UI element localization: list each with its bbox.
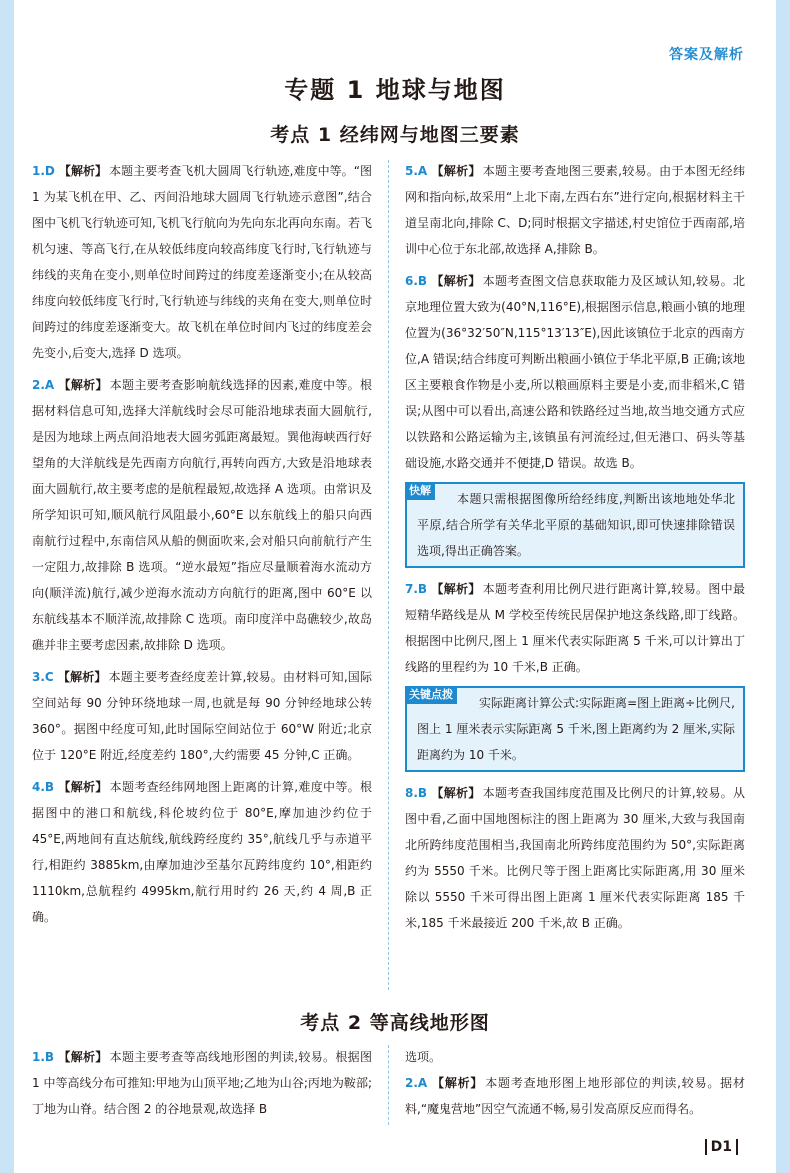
question-number: 2. xyxy=(405,1076,418,1090)
analysis-tag: 【解析】 xyxy=(58,164,108,178)
key-point-box xyxy=(405,686,745,772)
quick-solution-box xyxy=(405,482,745,568)
question-answer: D xyxy=(44,164,55,178)
analysis-tag: 【解析】 xyxy=(431,786,481,800)
question-item xyxy=(405,268,745,476)
question-number: 2. xyxy=(32,378,45,392)
question-number: 6. xyxy=(405,274,418,288)
question-explanation: 本题主要考查地图三要素,较易。由于本图无经纬网和指向标,故采用“上北下南,左西右东”进行定向,根据材料主干道呈南北向,排除 C、D;同时根据文字描述,村史馆位于西南部,培训中心位于东北部,故选择 A,排除 B。 xyxy=(405,164,745,256)
question-number: 8. xyxy=(405,786,418,800)
column-divider xyxy=(388,1045,389,1125)
question-explanation: 本题考查利用比例尺进行距离计算,较易。图中最短精华路线是从 M 学校至传统民居保护地这条线路,即丁线路。根据图中比例尺,图上 1 厘米代表实际距离 5 千米,可以计算出丁线路的里程约为 10 千米,B 正确。 xyxy=(405,582,745,674)
answer-key-label: 答案及解析 xyxy=(669,47,744,63)
quick-solution-label: 快解 xyxy=(405,482,435,500)
analysis-tag: 【解析】 xyxy=(431,1076,484,1090)
question-item xyxy=(32,664,372,768)
section-1-left-column xyxy=(32,158,372,936)
question-item xyxy=(405,1070,745,1122)
question-answer: A xyxy=(417,164,428,178)
right-border-band xyxy=(776,0,790,1173)
question-item xyxy=(32,1044,372,1122)
section-2-right-column xyxy=(405,1044,745,1128)
question-number: 5. xyxy=(405,164,418,178)
question-item xyxy=(405,576,745,680)
question-answer: B xyxy=(417,582,428,596)
question-item xyxy=(405,158,745,262)
question-explanation: 本题主要考查经度差计算,较易。由材料可知,国际空间站每 90 分钟环绕地球一周,也就是每 90 分钟经地球公转 360°。据图中经度可知,此时国际空间站位于 60°W 附近;北京位于 120°E 附近,经度差约 180°,大约需要 45 分钟,C 正确。 xyxy=(32,670,372,762)
section-2-title: 考点 2 等高线地形图 xyxy=(300,1012,490,1034)
key-point-text: 实际距离计算公式:实际距离=图上距离÷比例尺,图上 1 厘米表示实际距离 5 千米,图上距离约为 2 厘米,实际距离约为 10 千米。 xyxy=(417,696,735,762)
question-explanation: 本题考查图文信息获取能力及区域认知,较易。北京地理位置大致为(40°N,116°E),根据图示信息,粮画小镇的地理位置为(36°32′50″N,115°13′13″E),因此该镇位于北京的西南方位,A 错误;结合纬度可判断出粮画小镇位于华北平原,B 正确;该地区主要粮食作物是小麦,所以粮画原料主要是小麦,而非稻米,C 错误;从图中可以看出,高速公路和铁路经过当地,故当地交通方式应以铁路和公路运输为主,该镇虽有河流经过,但无港口、码头等基础设施,水路交通并不便捷,D 错误。故选 B。 xyxy=(405,274,745,470)
question-item xyxy=(32,774,372,930)
question-item xyxy=(32,158,372,366)
question-number: 1. xyxy=(32,1050,45,1064)
question-item xyxy=(405,780,745,936)
analysis-tag: 【解析】 xyxy=(57,670,107,684)
analysis-tag: 【解析】 xyxy=(58,780,108,794)
question-answer: A xyxy=(44,378,55,392)
analysis-tag: 【解析】 xyxy=(431,582,481,596)
question-item xyxy=(32,372,372,658)
section-1-title: 考点 1 经纬网与地图三要素 xyxy=(270,124,520,146)
question-answer: C xyxy=(44,670,54,684)
question-explanation: 本题考查我国纬度范围及比例尺的计算,较易。从图中看,乙面中国地图标注的图上距离为 30 厘米,大致与我国南北所跨纬度范围相当,我国南北所跨纬度范围约为 50°,实际距离约为 5550 千米。比例尺等于图上距离比实际距离,用 30 厘米除以 5550 千米可得出图上距离 1 厘米代表实际距离 185 千米,185 千米最接近 200 千米,故 B 正确。 xyxy=(405,786,745,930)
question-number: 1. xyxy=(32,164,45,178)
page-number: D1 xyxy=(705,1139,738,1155)
question-explanation: 本题主要考查影响航线选择的因素,难度中等。根据材料信息可知,选择大洋航线时会尽可能沿地球表面大圆航行,是因为地球上两点间沿地表大圆劣弧距离最短。巽他海峡西行好望角的大洋航线是先西南方向航行,再转向西方,大致是沿地球表面大圆航行,故主要考虑的是航程最短,故选择 A 选项。由常识及所学知识可知,顺风航行风阻最小,60°E 以东航线上的船只向西南航行过程中,东南信风从船的侧面吹来,会对船只向前航行产生一定阻力,故排除 B 选项。“逆水最短”指应尽量顺着海水流动方向(顺洋流)航行,减少逆海水流动方向航行的距离,图中 60°E 以东航线基本不顺洋流,故排除 C 选项。南印度洋中岛礁较少,故岛礁并非主要考虑因素,故排除 D 选项。 xyxy=(32,378,372,652)
page-title: 专题 1 地球与地图 xyxy=(284,76,506,104)
question-number: 4. xyxy=(32,780,45,794)
analysis-tag: 【解析】 xyxy=(58,1050,108,1064)
question-number: 7. xyxy=(405,582,418,596)
analysis-tag: 【解析】 xyxy=(58,378,108,392)
question-answer: B xyxy=(417,274,428,288)
question-number: 3. xyxy=(32,670,45,684)
column-divider xyxy=(388,160,389,990)
question-answer: A xyxy=(417,1076,428,1090)
question-answer: B xyxy=(44,780,55,794)
continued-text: 选项。 xyxy=(405,1050,442,1064)
quick-solution-text: 本题只需根据图像所给经纬度,判断出该地地处华北平原,结合所学有关华北平原的基础知识,即可快速排除错误选项,得出正确答案。 xyxy=(417,492,735,558)
question-explanation: 本题考查经纬网地图上距离的计算,难度中等。根据图中的港口和航线,科伦坡约位于 80°E,摩加迪沙约位于 45°E,两地间有直达航线,航线跨经度约 35°,航线几乎与赤道平行,相距约 3885km,由摩加迪沙至基尔瓦跨纬度约 10°,相距约 1110km,总航程约 4995km,航行用时约 26 天,约 4 周,B 正确。 xyxy=(32,780,372,924)
section-2-left-column xyxy=(32,1044,372,1128)
section-1-right-column xyxy=(405,158,745,942)
question-answer: B xyxy=(44,1050,55,1064)
question-explanation: 本题考查地形图上地形部位的判读,较易。据材料,“魔鬼营地”因空气流通不畅,易引发高原反应而得名。 xyxy=(405,1076,745,1116)
question-answer: B xyxy=(417,786,428,800)
analysis-tag: 【解析】 xyxy=(431,274,481,288)
left-border-band xyxy=(0,0,14,1173)
key-point-label: 关键点拨 xyxy=(405,686,457,704)
analysis-tag: 【解析】 xyxy=(431,164,481,178)
question-explanation: 本题主要考查飞机大圆周飞行轨迹,难度中等。“图 1 为某飞机在甲、乙、丙间沿地球大圆周飞行轨迹示意图”,结合图中飞机飞行轨迹可知,飞机飞行航向为先向东北再向东南。若飞机匀速、等高飞行,在从较低纬度向较高纬度飞行时,飞行轨迹与纬线的夹角在变小,则单位时间跨过的纬度差逐渐变小;在从较高纬度向较低纬度飞行时,飞行轨迹与纬线的夹角在变大,则单位时间跨过的纬度差逐渐变大。故飞机在单位时间内飞过的纬度差会先变小,后变大,选择 D 选项。 xyxy=(32,164,372,360)
question-explanation: 本题主要考查等高线地形图的判读,较易。根据图 1 中等高线分布可推知:甲地为山顶平地;乙地为山谷;丙地为鞍部;丁地为山脊。结合图 2 的谷地景观,故选择 B xyxy=(32,1050,372,1116)
